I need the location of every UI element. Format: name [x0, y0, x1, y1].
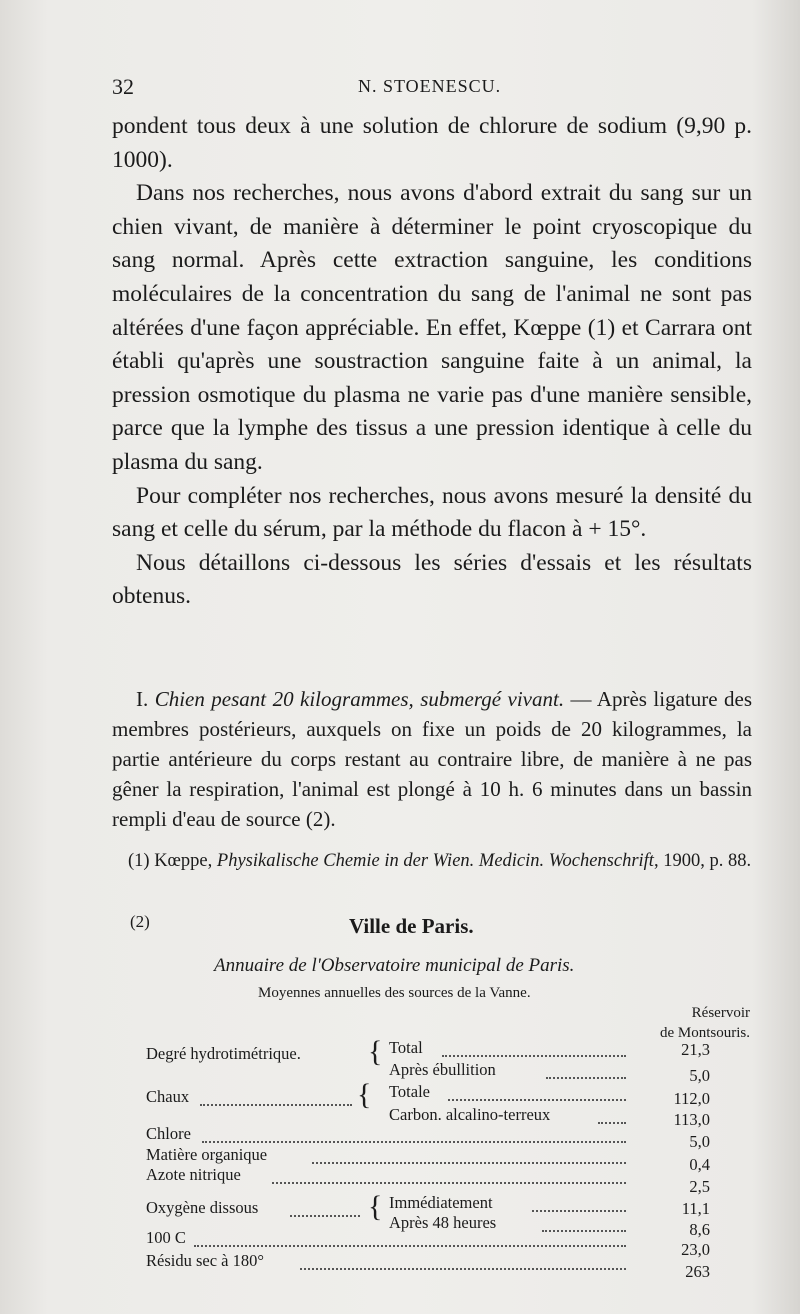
dot-leader [312, 1162, 626, 1164]
table-row-label: Après ébullition [389, 1060, 496, 1079]
brace-icon: { [357, 1078, 372, 1111]
dot-leader [194, 1245, 626, 1247]
running-head [112, 74, 752, 104]
table-group-label: Oxygène dissous [146, 1198, 259, 1217]
table-row-label: Carbon. alcalino-terreux [389, 1105, 551, 1124]
dot-leader [200, 1104, 352, 1106]
table-value: 5,0 [689, 1066, 710, 1085]
brace-icon: { [368, 1190, 383, 1223]
column-header-line-2: de Montsouris. [660, 1025, 750, 1041]
page-number: 32 [112, 74, 134, 99]
table-value: 2,5 [689, 1177, 710, 1196]
table-group-label: Degré hydrotimétrique. [146, 1044, 301, 1063]
footnote-2-label: (2) [130, 912, 150, 931]
table-value: 5,0 [689, 1132, 710, 1151]
dot-leader [546, 1077, 626, 1079]
case-text: — Après ligature des membres postérieurs, auxquels on fixe un poids de 20 kilogrammes, la partie antérieure du corps restant au contraire libre, de manière à ne pas gêner la respiration, l'animal est plongé à 10 h. 6 minutes dans un bassin rempli d'eau de source (2). [112, 687, 752, 831]
dot-leader [202, 1141, 626, 1143]
table-value: 21,3 [681, 1040, 710, 1059]
dot-leader [532, 1210, 626, 1212]
footnote-1 [112, 850, 752, 873]
table-group-label: Chlore [146, 1124, 191, 1143]
table-group-label: Résidu sec à 180° [146, 1251, 264, 1270]
footnote-1-tail: , 1900, p. 88. [653, 851, 752, 871]
paragraph-1: pondent tous deux à une solution de chlorure de sodium (9,90 p. 1000). [112, 113, 752, 173]
table-group-label: Chaux [146, 1087, 190, 1106]
footnote-1-lead: (1) Kœppe, [128, 851, 217, 871]
case-paragraph [112, 684, 752, 834]
table-value: 263 [685, 1262, 710, 1281]
dot-leader [272, 1182, 626, 1184]
table-group-label: 100 C [146, 1228, 186, 1247]
case-label: I. [136, 687, 149, 711]
table-title: Ville de Paris. [349, 914, 474, 938]
table-row-label: Immédiatement [389, 1193, 493, 1212]
running-title: N. STOENESCU. [358, 76, 502, 96]
dot-leader [290, 1215, 360, 1217]
table-row-label: Après 48 heures [389, 1213, 497, 1232]
table-value: 23,0 [681, 1240, 710, 1259]
dot-leader [300, 1268, 626, 1270]
table-value: 11,1 [681, 1199, 710, 1218]
column-header-line-1: Réservoir [691, 1005, 750, 1021]
column-header [600, 1003, 750, 1043]
brace-icon: { [368, 1035, 383, 1068]
dot-leader [448, 1099, 626, 1101]
table-row-label: Total [389, 1038, 423, 1057]
body-text [112, 110, 752, 614]
table-row-label: Totale [389, 1082, 430, 1101]
case-title: Chien pesant 20 kilogrammes, submergé vivant. [154, 687, 565, 711]
paragraph-3: Pour compléter nos recherches, nous avons mesuré la densité du sang et celle du sérum, par la méthode du flacon à + 15°. [112, 482, 752, 543]
paragraph-2: Dans nos recherches, nous avons d'abord extrait du sang sur un chien vivant, de manière à déterminer le point cryoscopique du sang normal. Après cette extraction sanguine, les conditions moléculaires de la concentration du sang de l'animal ne sont pas altérées d'une façon appréciable. En effet, Kœppe (1) et Carrara ont établi qu'après une soustraction sanguine faite à un animal, la pression osmotique du plasma ne varie pas d'une manière sensible, parce que la lymphe des tissus a une pression identique à celle du plasma du sang. [112, 180, 752, 475]
dot-leader [542, 1230, 626, 1232]
dot-leader [598, 1122, 626, 1124]
paragraph-4: Nous détaillons ci-dessous les séries d'essais et les résultats obtenus. [112, 549, 752, 610]
table-caption: Moyennes annuelles des sources de la Vanne. [258, 985, 531, 1001]
dot-leader [442, 1055, 626, 1057]
table-value: 8,6 [689, 1220, 710, 1239]
table-group-label: Matière organique [146, 1145, 268, 1164]
table-value: 113,0 [673, 1110, 710, 1129]
table-group-label: Azote nitrique [146, 1165, 241, 1184]
table-value: 112,0 [673, 1089, 710, 1108]
table-value: 0,4 [689, 1155, 710, 1174]
table-subtitle: Annuaire de l'Observatoire municipal de Paris. [214, 955, 575, 976]
footnote-1-source: Physikalische Chemie in der Wien. Medicin. Wochenschrift [216, 851, 654, 871]
